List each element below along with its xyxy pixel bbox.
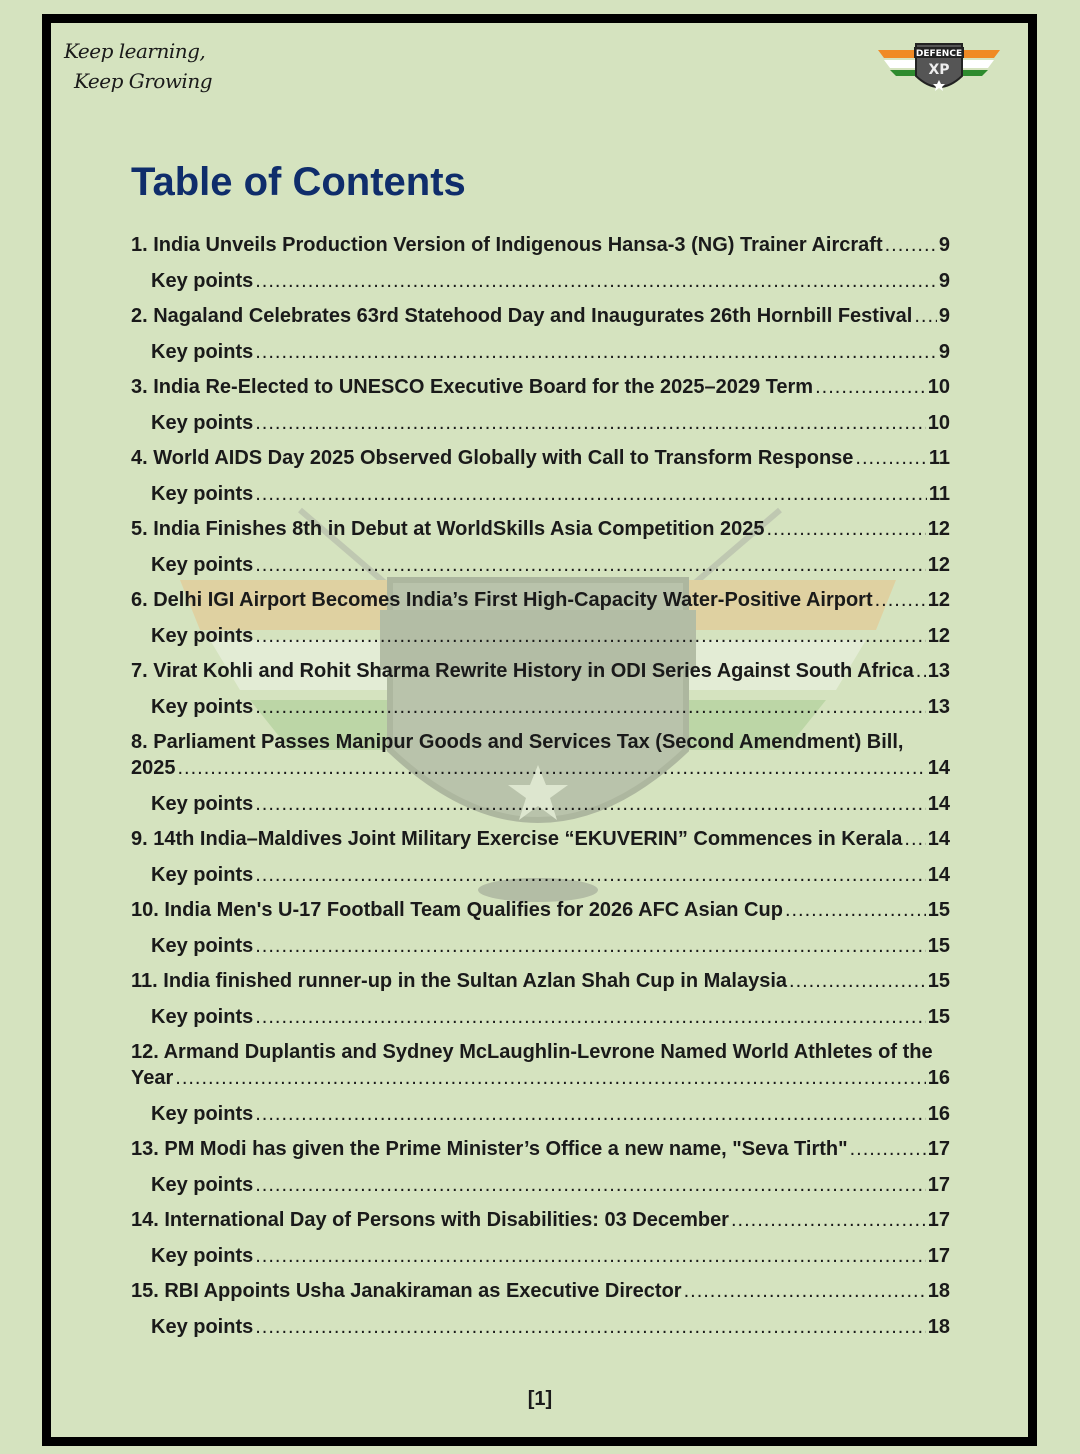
toc-sub-entry[interactable]: Key points ..... 15 — [131, 928, 950, 964]
toc-sub-entry[interactable]: Key points ..... 14 — [131, 857, 950, 893]
toc-sub-entry[interactable]: Key points ..... 16 — [131, 1096, 950, 1132]
toc-entry[interactable]: 4. World AIDS Day 2025 Observed Globally with Call to Transform Response ..... 11 — [131, 440, 950, 476]
toc-entry[interactable]: 2. Nagaland Celebrates 63rd Statehood Day and Inaugurates 26th Hornbill Festival ..... 9 — [131, 298, 950, 334]
toc-sub-entry[interactable]: Key points ..... 13 — [131, 689, 950, 725]
toc-entry[interactable]: 7. Virat Kohli and Rohit Sharma Rewrite History in ODI Series Against South Africa ..... 13 — [131, 653, 950, 689]
toc-sub-entry[interactable]: Key points ..... 9 — [131, 263, 950, 299]
toc-entry[interactable]: 8. Parliament Passes Manipur Goods and Services Tax (Second Amendment) Bill, 2025 ..... 14 — [131, 724, 950, 786]
toc-entry[interactable]: 9. 14th India–Maldives Joint Military Exercise “EKUVERIN” Commences in Kerala ..... 14 — [131, 821, 950, 857]
toc-entry[interactable]: 10. India Men's U-17 Football Team Qualifies for 2026 AFC Asian Cup ..... 15 — [131, 892, 950, 928]
motto-line-2: Keep Growing — [74, 69, 213, 93]
toc-sub-entry[interactable]: Key points ..... 18 — [131, 1309, 950, 1345]
page-number: [1] — [527, 1388, 553, 1410]
toc-list — [131, 227, 950, 1344]
toc-entry[interactable]: 12. Armand Duplantis and Sydney McLaughlin-Levrone Named World Athletes of the Year ..... 16 — [131, 1034, 950, 1096]
toc-sub-entry[interactable]: Key points ..... 17 — [131, 1167, 950, 1203]
toc-sub-entry[interactable]: Key points ..... 10 — [131, 405, 950, 441]
toc-entry[interactable]: 3. India Re-Elected to UNESCO Executive Board for the 2025–2029 Term ..... 10 — [131, 369, 950, 405]
toc-entry[interactable]: 1. India Unveils Production Version of Indigenous Hansa-3 (NG) Trainer Aircraft ..... 9 — [131, 227, 950, 263]
toc-entry[interactable]: 5. India Finishes 8th in Debut at WorldSkills Asia Competition 2025 ..... 12 — [131, 511, 950, 547]
toc-entry[interactable]: 11. India finished runner-up in the Sultan Azlan Shah Cup in Malaysia ..... 15 — [131, 963, 950, 999]
toc-entry[interactable]: 6. Delhi IGI Airport Becomes India’s First High-Capacity Water-Positive Airport ..... 12 — [131, 582, 950, 618]
toc-entry[interactable]: 13. PM Modi has given the Prime Minister’s Office a new name, "Seva Tirth" ..... 17 — [131, 1131, 950, 1167]
motto-line-1: Keep learning, — [64, 39, 206, 63]
toc-sub-entry[interactable]: Key points ..... 12 — [131, 618, 950, 654]
toc-sub-entry[interactable]: Key points ..... 9 — [131, 334, 950, 370]
toc-entry[interactable]: 14. International Day of Persons with Disabilities: 03 December ..... 17 — [131, 1202, 950, 1238]
toc-sub-entry[interactable]: Key points ..... 11 — [131, 476, 950, 512]
toc-title: Table of Contents — [131, 160, 466, 204]
logo-text-top: DEFENCE — [915, 49, 963, 59]
defence-xp-logo-icon — [874, 36, 1004, 102]
motto — [64, 36, 212, 96]
toc-sub-entry[interactable]: Key points ..... 14 — [131, 786, 950, 822]
toc-sub-entry[interactable]: Key points ..... 15 — [131, 999, 950, 1035]
toc-sub-entry[interactable]: Key points ..... 17 — [131, 1238, 950, 1274]
logo-text-bottom: XP — [928, 62, 950, 78]
toc-entry[interactable]: 15. RBI Appoints Usha Janakiraman as Executive Director ..... 18 — [131, 1273, 950, 1309]
toc-sub-entry[interactable]: Key points ..... 12 — [131, 547, 950, 583]
